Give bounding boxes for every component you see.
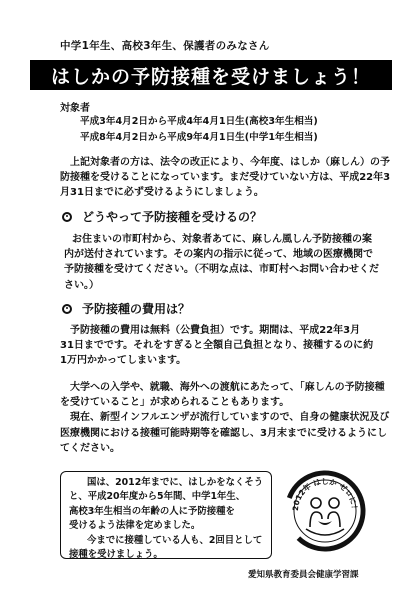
- emblem-text: 2012年 はしか ゼロに！: [290, 476, 360, 513]
- section-line: 1万円かかってしまいます。: [60, 355, 187, 367]
- section-line: 31日までです。それをすぎると全額自己負担となり、接種するのに約: [60, 340, 374, 352]
- section-line: 予防接種を受けてください。（不明な点は、市町村へお問い合わせくだ: [64, 264, 379, 276]
- intro-paragraph: [60, 155, 390, 201]
- closing-paragraph: [60, 380, 389, 456]
- intro-line: 防接種を受けることになっています。まだ受けていない方は、平成22年3: [60, 172, 391, 184]
- section-body-cost: [60, 323, 373, 369]
- section-line: さい。）: [64, 279, 99, 291]
- notice-line: 国は、2012年までに、はしかをなくそう: [87, 477, 264, 488]
- section-heading-text: 予防接種の費用は？: [82, 302, 191, 316]
- bullseye-icon: [62, 304, 72, 314]
- notice-line: 接種を受けましょう。: [69, 549, 163, 561]
- notice-line: 高校3年生相当の年齢の人に予防接種を: [69, 505, 235, 517]
- section-body-how: [64, 232, 379, 293]
- measles-zero-emblem: [284, 467, 366, 557]
- notice-box: [60, 471, 272, 559]
- banner-title: はしかの予防接種を受けましょう！: [30, 60, 392, 90]
- intro-line: 上記対象者の方は、法令の改正により、今年度、はしか（麻しん）の予: [70, 157, 390, 168]
- notice-line: と、平成20年度から5年間、中学1年生、: [69, 491, 246, 503]
- closing-line: てください。: [60, 442, 120, 454]
- section-heading-cost: [62, 300, 190, 317]
- closing-line: を受けていること」が求められることもあります。: [60, 397, 290, 409]
- target-line: 平成8年4月2日から平成9年4月1日生(中学1年生相当): [80, 132, 318, 143]
- closing-line: 現在、新型インフルエンザが流行していますので、自身の健康状況及び: [70, 412, 390, 424]
- closing-line: 大学への入学や、就職、海外への渡航にあたって、「麻しんの予防接種: [70, 382, 385, 393]
- notice-line: 今までに接種している人も、2回目として: [87, 534, 263, 546]
- issuer-footer: 愛知県教育委員会健康学習課: [248, 570, 359, 580]
- target-label: 対象者: [60, 103, 90, 114]
- section-line: 予防接種の費用は無料（公費負担）です。期間は、平成22年3月: [70, 325, 361, 336]
- audience-line: 中学1年生、高校3年生、保護者のみなさん: [60, 40, 270, 52]
- target-line: 平成3年4月2日から平成4年4月1日生(高校3年生相当): [80, 116, 318, 127]
- section-heading-text: どうやって予防接種を受けるの？: [82, 210, 263, 224]
- intro-line: 月31日までに必ず受けるようにしましょう。: [60, 187, 264, 199]
- closing-line: 医療機関における接種可能時期等を確認し、3月末までに受けるようにし: [60, 427, 387, 439]
- section-line: お住まいの市町村から、対象者あてに、麻しん風しん予防接種の案: [72, 234, 372, 245]
- section-heading-how: [62, 208, 262, 225]
- notice-line: 受けるよう法律を定めました。: [69, 520, 201, 532]
- bullseye-icon: [62, 212, 72, 222]
- section-line: 内が送付されています。その案内の指示に従って、地域の医療機関で: [64, 249, 373, 261]
